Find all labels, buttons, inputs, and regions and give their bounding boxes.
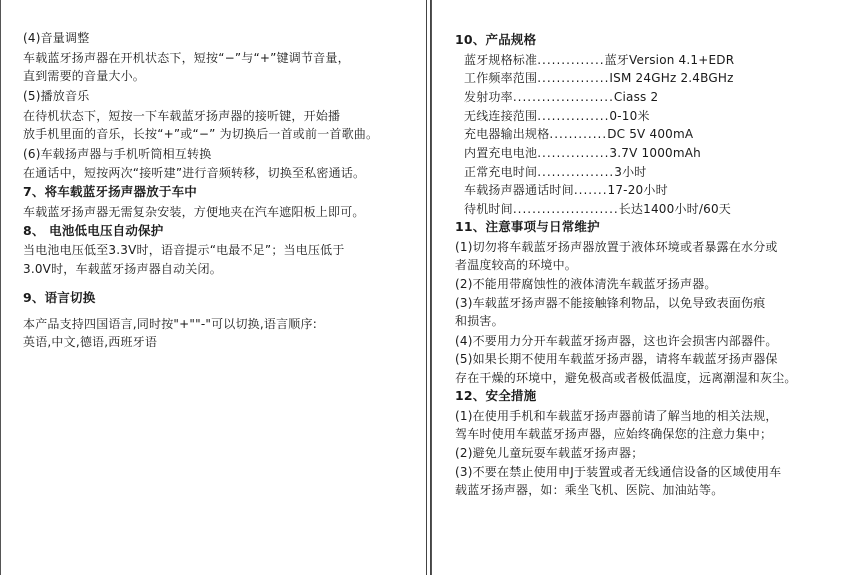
spec-value: 17-20小时	[607, 183, 668, 197]
spec-row	[464, 126, 693, 142]
spec-dots: ......................	[512, 202, 619, 216]
section-8-heading: 8、 电池低电压自动保护	[23, 223, 164, 238]
paragraph-line: (1)在使用手机和车载蓝牙扬声器前请了解当地的相关法规，	[455, 409, 778, 423]
spec-dots: .......	[573, 183, 608, 197]
spec-value: 3.7V 1000mAh	[609, 146, 701, 160]
paragraph-line: (2)避免儿童玩耍车载蓝牙扬声器；	[455, 446, 644, 460]
paragraph-line: (3)不要在禁止使用申J于装置或者无线通信设备的区域使用车	[455, 465, 782, 479]
paragraph-line: 英语,中文,德语,西班牙语	[23, 335, 158, 349]
section-10-heading: 10、产品规格	[455, 32, 537, 47]
paragraph-line: 者温度较高的环境中。	[455, 258, 578, 272]
spec-row	[464, 145, 701, 161]
spec-value: 长达1400小时/60天	[618, 202, 731, 216]
paragraph-line: 车载蓝牙扬声器在开机状态下，短按“−”与“+”键调节音量，	[23, 51, 350, 65]
spec-dots: ...............	[537, 109, 610, 123]
paragraph-line: (4)不要用力分开车载蓝牙扬声器，这也许会损害内部器件。	[455, 334, 778, 348]
paragraph-line: 在待机状态下，短按一下车载蓝牙扬声器的接听键，开始播	[23, 109, 341, 123]
spec-label: 车载扬声器通话时间	[464, 183, 574, 197]
paragraph-line: 载蓝牙扬声器，如：乘坐飞机、医院、加油站等。	[455, 483, 724, 497]
paragraph-line: (2)不能用带腐蚀性的液体清洗车载蓝牙扬声器。	[455, 277, 717, 291]
section-6-title: (6)车载扬声器与手机听筒相互转换	[23, 147, 212, 161]
spec-label: 无线连接范围	[464, 109, 538, 123]
spec-row	[464, 201, 731, 217]
paragraph-line: 车载蓝牙扬声器无需复杂安装，方便地夹在汽车遮阳板上即可。	[23, 205, 365, 219]
spec-label: 内置充电电池	[464, 146, 538, 160]
section-11-heading: 11、注意事项与日常维护	[455, 219, 600, 234]
spec-label: 充电器输出规格	[464, 127, 550, 141]
spec-label: 工作频率范围	[464, 71, 538, 85]
spec-row	[464, 164, 646, 180]
section-12-heading: 12、安全措施	[455, 388, 537, 403]
spec-row	[464, 89, 658, 105]
paragraph-line: 本产品支持四国语言,同时按"+""-"可以切换,语言顺序:	[23, 317, 317, 331]
paragraph-line: 当电池电压低至3.3V时，语音提示“电最不足”；当电压低于	[23, 243, 345, 257]
spec-row	[464, 52, 734, 68]
spec-value: ISM 24GHz 2.4BGHz	[609, 71, 734, 85]
paragraph-line: 驾车时使用车载蓝牙扬声器，应始终确保您的注意力集中；	[455, 427, 773, 441]
spec-dots: ..............	[537, 53, 605, 67]
spec-row	[464, 108, 650, 124]
spec-label: 待机时间	[464, 202, 513, 216]
paragraph-line: 3.0V时，车载蓝牙扬声器自动关闭。	[23, 262, 222, 276]
paragraph-line: (5)如果长期不使用车载蓝牙扬声器，请将车载蓝牙扬声器保	[455, 352, 778, 366]
section-7-heading: 7、将车载蓝牙扬声器放于车中	[23, 184, 197, 199]
spec-row	[464, 182, 668, 198]
spec-value: 蓝牙Version 4.1+EDR	[604, 53, 735, 67]
section-4-title: (4)音量调整	[23, 31, 90, 45]
section-5-title: (5)播放音乐	[23, 89, 90, 103]
paragraph-line: 放手机里面的音乐，长按“+”或“−” 为切换后一首或前一首歌曲。	[23, 127, 379, 141]
spec-dots: ............	[549, 127, 608, 141]
paragraph-line: 在通话中，短按两次“接听建”进行音频转移，切换至私密通话。	[23, 166, 366, 180]
spec-value: 3小时	[614, 165, 647, 179]
spec-label: 发射功率	[464, 90, 513, 104]
spec-label: 正常充电时间	[464, 165, 538, 179]
spec-row	[464, 70, 734, 86]
spec-label: 蓝牙规格标准	[464, 53, 538, 67]
paragraph-line: 存在干燥的环境中，避免极高或者极低温度，远离潮湿和灰尘。	[455, 371, 797, 385]
spec-dots: .....................	[512, 90, 614, 104]
spec-value: DC 5V 400mA	[607, 127, 694, 141]
paragraph-line: 直到需要的音量大小。	[23, 69, 146, 83]
paragraph-line: (1)切勿将车载蓝牙扬声器放置于液体环境或者暴露在水分或	[455, 240, 778, 254]
paragraph-line: 和损害。	[455, 314, 504, 328]
paragraph-line: (3)车载蓝牙扬声器不能接触锋利物品，以免导致表面伤痕	[455, 296, 766, 310]
spec-dots: ................	[537, 165, 615, 179]
spec-dots: ...............	[537, 71, 610, 85]
left-page	[0, 0, 427, 575]
spec-value: Ciass 2	[613, 90, 659, 104]
section-9-heading: 9、语言切换	[23, 290, 96, 305]
right-page	[431, 0, 861, 575]
spec-dots: ...............	[537, 146, 610, 160]
spec-value: 0-10米	[609, 109, 650, 123]
